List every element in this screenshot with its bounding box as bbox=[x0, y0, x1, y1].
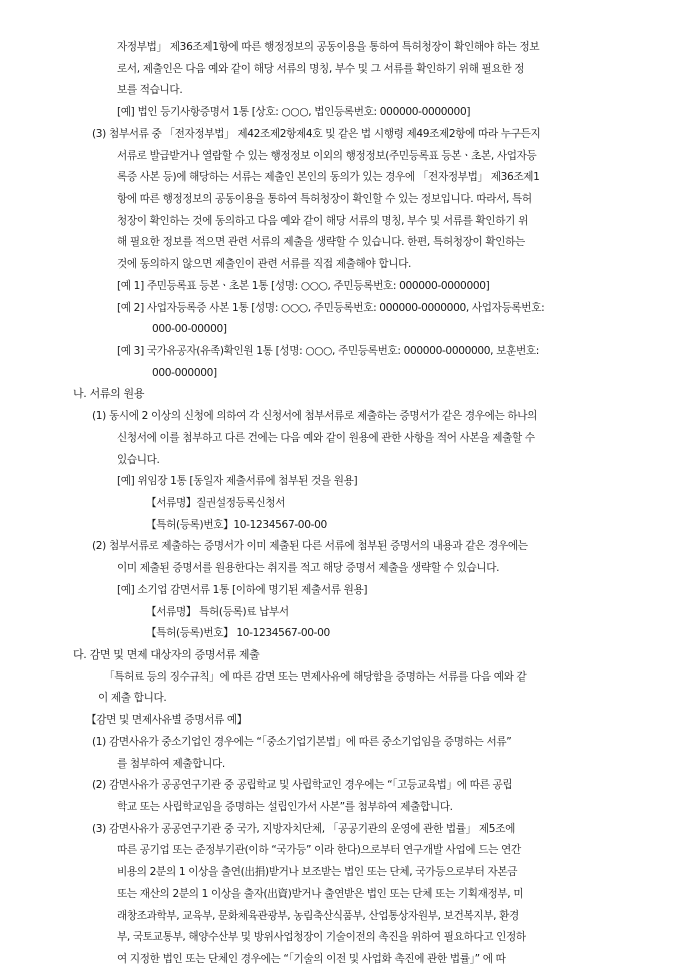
example-field: 【특허(등록)번호】 10-1234567-00-00 bbox=[146, 627, 330, 640]
text-line: 학교 또는 사립학교임을 증명하는 설립인가서 사본”를 첨부하여 제출합니다. bbox=[117, 801, 453, 813]
text-line: 보를 적습니다. bbox=[117, 84, 183, 97]
text-line: 래창조과학부, 교육부, 문화체육관광부, 농림축산식품부, 산업통상자원부, 보건복지부, 환경 bbox=[117, 909, 519, 922]
text-line: 자정부법」 제36조제1항에 따른 행정정보의 공동이용을 통하여 특허청장이 확인해야 하는 정보 bbox=[117, 41, 540, 53]
text-line: 부, 국토교통부, 해양수산부 및 방위사업청장이 기술이전의 촉진을 위하여 필요하다고 인정하 bbox=[117, 931, 526, 944]
example-line: [예 2] 사업자등록증 사본 1통 [성명: ○○○, 주민등록번호: 000000-0000000, 사업자등록번호: bbox=[117, 301, 545, 314]
text-line: 신청서에 이를 첨부하고 다른 건에는 다음 예와 같이 원용에 관한 사항을 적어 사본을 제출할 수 bbox=[117, 431, 535, 444]
text-line: 000-00-00000] bbox=[152, 323, 227, 336]
text-line: 여 지정한 법인 또는 단체인 경우에는 “「기술의 이전 및 사업화 촉진에 관한 법률」” 에 따 bbox=[117, 953, 506, 965]
text-line: 해 필요한 정보를 적으면 관련 서류의 제출을 생략할 수 있습니다. 한편, 특허청장이 확인하는 bbox=[117, 236, 525, 249]
text-line: 비용의 2분의 1 이상을 출연(出捐)받거나 보조받는 법인 또는 단체, 국가등으로부터 자본금 bbox=[117, 866, 518, 879]
example-line: [예] 법인 등기사항증명서 1통 [상호: ○○○, 법인등록번호: 000000-0000000] bbox=[117, 106, 471, 119]
text-line: 를 첨부하여 제출합니다. bbox=[117, 757, 225, 770]
text-line: 로서, 제출인은 다음 예와 같이 해당 서류의 명칭, 부수 및 그 서류를 확인하기 위해 필요한 정 bbox=[117, 62, 525, 75]
example-line: [예] 위임장 1통 [동일자 제출서류에 첨부된 것을 원용] bbox=[117, 475, 358, 488]
example-line: [예 1] 주민등록표 등본ㆍ초본 1통 [성명: ○○○, 주민등록번호: 000000-0000000] bbox=[117, 279, 490, 292]
numbered-item-2: (2) 첨부서류로 제출하는 증명서가 이미 제출된 다른 서류에 첨부된 증명서의 내용과 같은 경우에는 bbox=[92, 540, 528, 553]
example-line: [예 3] 국가유공자(유족)확인원 1통 [성명: ○○○, 주민등록번호: 000000-0000000, 보훈번호: bbox=[117, 345, 539, 357]
numbered-item-1: (1) 감면사유가 중소기업인 경우에는 “「중소기업기본법」에 따른 중소기업임을 증명하는 서류” bbox=[92, 735, 512, 748]
numbered-item-3: (3) 첨부서류 중 「전자정부법」 제42조제2항제4호 및 같은 법 시행령 제49조제2항에 따라 누구든지 bbox=[92, 127, 541, 140]
text-line: 이 제출 합니다. bbox=[98, 692, 167, 705]
text-line: 000-000000] bbox=[152, 366, 217, 379]
text-line: 항에 따른 행정정보의 공동이용을 통하여 특허청장이 확인할 수 있는 정보입니다. 따라서, 특허 bbox=[117, 193, 532, 205]
section-heading-na: 나. 서류의 원용 bbox=[73, 387, 145, 401]
section-heading-da: 다. 감면 및 면제 대상자의 증명서류 제출 bbox=[73, 648, 260, 661]
numbered-item-2: (2) 감면사유가 공공연구기관 중 공립학교 및 사립학교인 경우에는 “「고등교육법」에 따른 공립 bbox=[92, 779, 513, 792]
text-line: 록증 사본 등)에 해당하는 서류는 제출인 본인의 동의가 있는 경우에 「전자정부법」 제36조제1 bbox=[117, 171, 540, 184]
numbered-item-3: (3) 감면사유가 공공연구기관 중 국가, 지방자치단체, 「공공기관의 운영에 관한 법률」 제5조에 bbox=[92, 822, 515, 835]
example-line: [예] 소기업 감면서류 1통 [이하에 명기된 제출서류 원용] bbox=[117, 583, 368, 596]
example-field: 【서류명】질권설정등록신청서 bbox=[146, 497, 286, 509]
example-field: 【서류명】 특허(등록)료 납부서 bbox=[146, 605, 289, 618]
text-line: 「특허료 등의 징수규칙」에 따른 감면 또는 면제사유에 해당함을 증명하는 서류를 다음 예와 같 bbox=[104, 670, 527, 683]
numbered-item-1: (1) 동시에 2 이상의 신청에 의하여 각 신청서에 첨부서류로 제출하는 증명서가 같은 경우에는 하나의 bbox=[92, 410, 538, 423]
text-line: 것에 동의하지 않으면 제출인이 관련 서류를 직접 제출해야 합니다. bbox=[117, 258, 412, 271]
subheading: 【감면 및 면제사유별 증명서류 예】 bbox=[86, 714, 248, 727]
text-line: 청장이 확인하는 것에 동의하고 다음 예와 같이 해당 서류의 명칭, 부수 및 서류를 확인하기 위 bbox=[117, 214, 528, 227]
example-field: 【특허(등록)번호】10-1234567-00-00 bbox=[146, 518, 327, 531]
text-line: 이미 제출된 증명서를 원용한다는 취지를 적고 해당 증명서 제출을 생략할 수 있습니다. bbox=[117, 562, 500, 575]
text-line: 있습니다. bbox=[117, 453, 160, 466]
text-line: 서류로 발급받거나 열람할 수 있는 행정정보 이외의 행정정보(주민등록표 등본ㆍ초본, 사업자등 bbox=[117, 149, 537, 162]
text-line: 또는 재산의 2분의 1 이상을 출자(出資)받거나 출연받은 법인 또는 단체 또는 기획재정부, 미 bbox=[117, 887, 524, 900]
text-line: 따른 공기업 또는 준정부기관(이하 “국가등” 이라 한다)으로부터 연구개발 사업에 드는 연간 bbox=[117, 844, 521, 857]
